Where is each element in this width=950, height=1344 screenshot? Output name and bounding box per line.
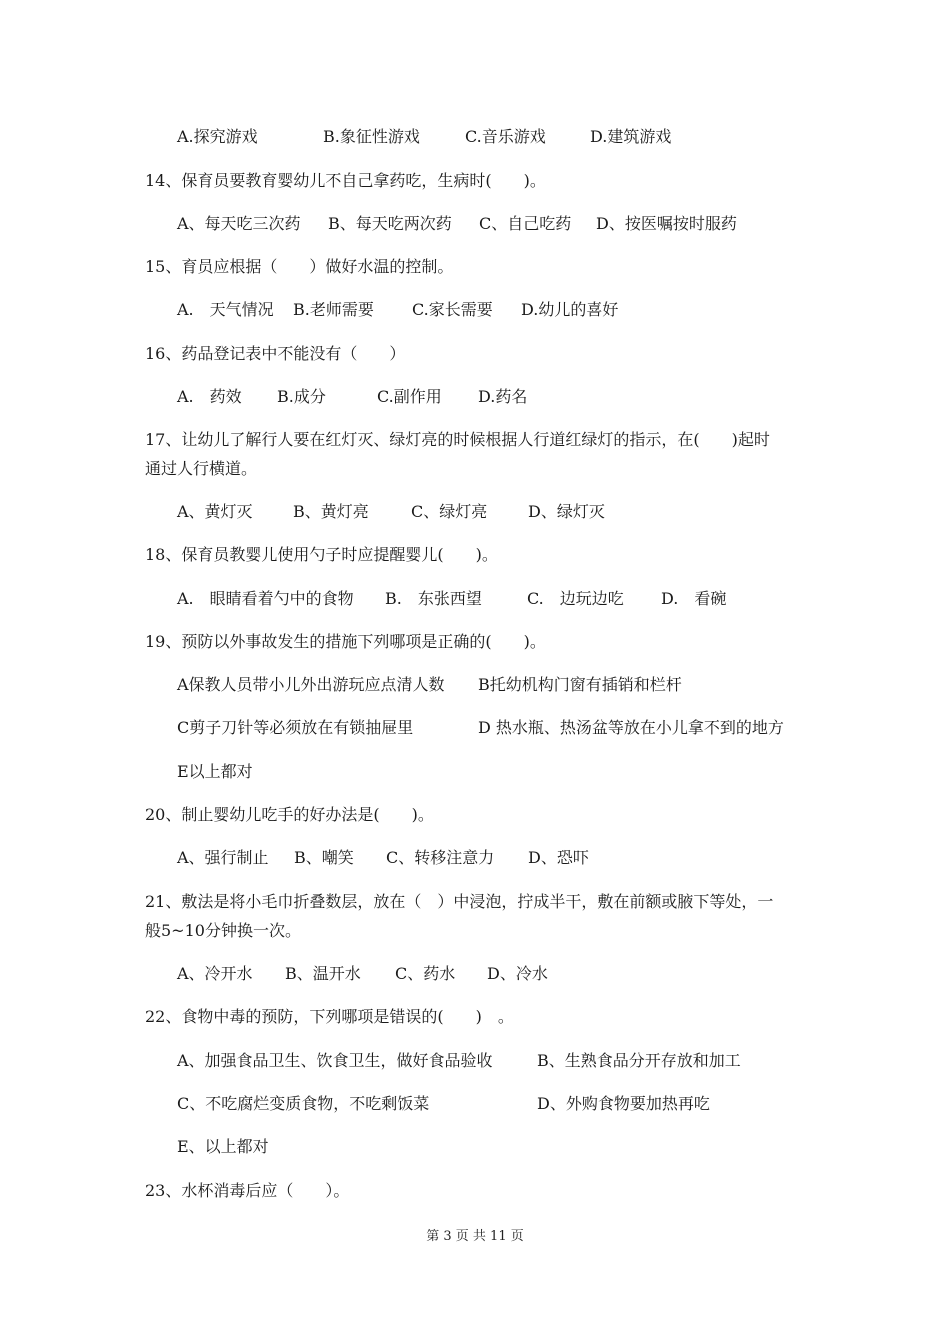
q14-option-d: D、按医嘱按时服药 (596, 214, 737, 233)
q21-option-c: C、药水 (395, 964, 456, 983)
q17-option-c: C、绿灯亮 (411, 502, 488, 521)
q13-option-c: C.音乐游戏 (465, 127, 546, 146)
q16-option-a: A. 药效 (177, 387, 242, 406)
q20-option-a: A、强行制止 (177, 848, 269, 867)
q18-option-d: D. 看碗 (661, 589, 727, 608)
q20-option-b: B、嘲笑 (294, 848, 354, 867)
q19-option-e: E以上都对 (177, 762, 253, 781)
q14-option-b: B、每天吃两次药 (328, 214, 452, 233)
question-19: 19、预防以外事故发生的措施下列哪项是正确的( )。 (145, 632, 546, 651)
q13-option-b: B.象征性游戏 (323, 127, 420, 146)
q21-option-d: D、冷水 (487, 964, 548, 983)
q21-option-a: A、冷开水 (177, 964, 253, 983)
q17-option-d: D、绿灯灭 (528, 502, 605, 521)
q16-option-d: D.药名 (478, 387, 528, 406)
q19-option-b: B托幼机构门窗有插销和栏杆 (478, 675, 682, 694)
q22-option-e: E、以上都对 (177, 1137, 269, 1156)
q18-option-c: C. 边玩边吃 (527, 589, 624, 608)
question-22: 22、食物中毒的预防，下列哪项是错误的( ) 。 (145, 1007, 514, 1026)
q15-option-a: A. 天气情况 (177, 300, 274, 319)
q22-option-a: A、加强食品卫生、饮食卫生，做好食品验收 (177, 1051, 493, 1070)
q18-option-b: B. 东张西望 (385, 589, 482, 608)
question-21-line-2: 般5~10分钟换一次。 (145, 921, 301, 940)
page-number-footer: 第 3 页 共 11 页 (426, 1229, 524, 1244)
q22-option-b: B、生熟食品分开存放和加工 (537, 1051, 741, 1070)
q19-option-d: D 热水瓶、热汤盆等放在小儿拿不到的地方 (478, 718, 784, 737)
q22-option-c: C、不吃腐烂变质食物，不吃剩饭菜 (177, 1094, 430, 1113)
q15-option-b: B.老师需要 (293, 300, 374, 319)
q18-option-a: A. 眼睛看着勺中的食物 (177, 589, 354, 608)
q16-option-c: C.副作用 (377, 387, 442, 406)
question-17-line-2: 通过人行横道。 (145, 459, 258, 478)
q13-option-a: A.探究游戏 (177, 127, 258, 146)
question-18: 18、保育员教婴儿使用勺子时应提醒婴儿( )。 (145, 545, 498, 564)
q16-option-b: B.成分 (277, 387, 326, 406)
q19-option-c: C剪子刀针等必须放在有锁抽屉里 (177, 718, 414, 737)
question-15: 15、育员应根据（ ）做好水温的控制。 (145, 257, 454, 276)
q17-option-a: A、黄灯灭 (177, 502, 253, 521)
q13-option-d: D.建筑游戏 (590, 127, 672, 146)
q21-option-b: B、温开水 (285, 964, 361, 983)
question-23: 23、水杯消毒后应（ ）。 (145, 1181, 350, 1200)
q14-option-a: A、每天吃三次药 (177, 214, 301, 233)
q17-option-b: B、黄灯亮 (293, 502, 369, 521)
question-20: 20、制止婴幼儿吃手的好办法是( )。 (145, 805, 434, 824)
q20-option-d: D、恐吓 (528, 848, 589, 867)
question-14: 14、保育员要教育婴幼儿不自己拿药吃，生病时( )。 (145, 171, 546, 190)
question-17-line-1: 17、让幼儿了解行人要在红灯灭、绿灯亮的时候根据人行道红绿灯的指示，在( )起时 (145, 430, 770, 449)
q20-option-c: C、转移注意力 (386, 848, 495, 867)
q19-option-a: A保教人员带小儿外出游玩应点清人数 (177, 675, 445, 694)
q15-option-d: D.幼儿的喜好 (521, 300, 619, 319)
question-16: 16、药品登记表中不能没有（ ） (145, 344, 406, 363)
q22-option-d: D、外购食物要加热再吃 (537, 1094, 710, 1113)
q15-option-c: C.家长需要 (412, 300, 493, 319)
question-21-line-1: 21、敷法是将小毛巾折叠数层，放在（ ）中浸泡，拧成半干，敷在前额或腋下等处，一 (145, 892, 774, 911)
q14-option-c: C、自己吃药 (479, 214, 572, 233)
